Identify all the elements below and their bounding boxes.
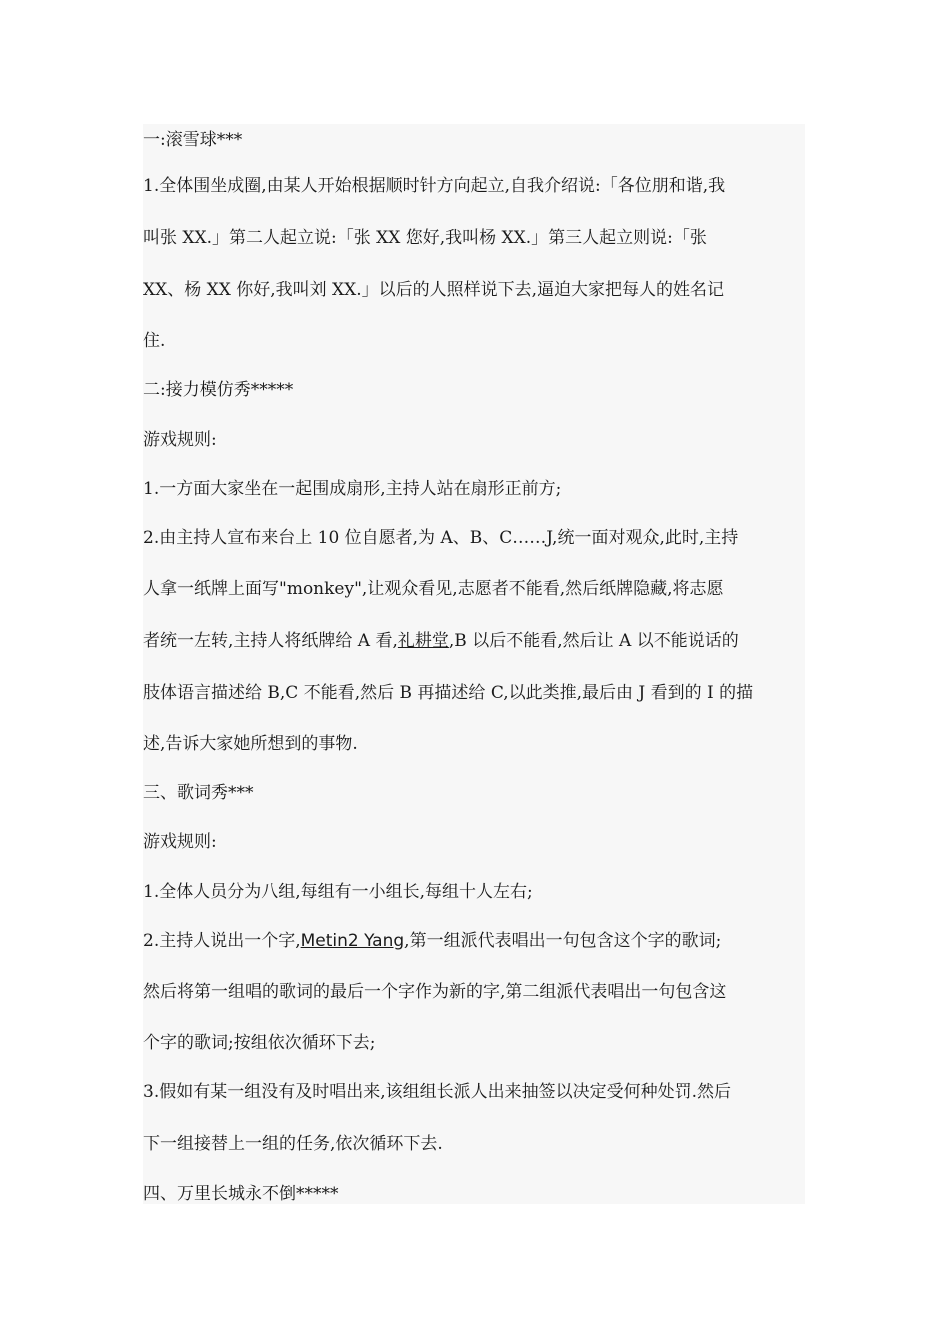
document-page <box>143 124 805 1204</box>
paragraph-line: 然后将第一组唱的歌词的最后一个字作为新的字,第二组派代表唱出一句包含这 <box>143 982 727 1002</box>
paragraph-line: XX、杨 XX 你好,我叫刘 XX.」以后的人照样说下去,逼迫大家把每人的姓名记 <box>143 280 725 300</box>
paragraph-line: 个字的歌词;按组依次循环下去; <box>143 1033 376 1053</box>
paragraph-line: 1.一方面大家坐在一起围成扇形,主持人站在扇形正前方; <box>143 479 562 499</box>
heading-lyrics-show: 三、歌词秀*** <box>143 783 254 803</box>
heading-great-wall: 四、万里长城永不倒***** <box>143 1184 339 1204</box>
inline-link-ligengtang[interactable]: 礼耕堂 <box>397 631 449 651</box>
inline-link-metin2-yang[interactable]: Metin2 Yang <box>300 931 405 951</box>
paragraph-line: 3.假如有某一组没有及时唱出来,该组组长派人出来抽签以决定受何种处罚.然后 <box>143 1082 732 1102</box>
line-text-after-link: ,第一组派代表唱出一句包含这个字的歌词; <box>404 931 722 951</box>
line-text-before-link: 2.主持人说出一个字, <box>143 931 301 951</box>
paragraph-line: 住. <box>143 331 166 351</box>
paragraph-line: 1.全体人员分为八组,每组有一小组长,每组十人左右; <box>143 882 533 902</box>
paragraph-line: 1.全体围坐成圈,由某人开始根据顺时针方向起立,自我介绍说:「各位朋和谐,我 <box>143 176 726 196</box>
rules-label: 游戏规则: <box>143 832 217 852</box>
paragraph-line: 述,告诉大家她所想到的事物. <box>143 734 358 754</box>
paragraph-line <box>143 928 805 954</box>
paragraph-line: 肢体语言描述给 B,C 不能看,然后 B 再描述给 C,以此类推,最后由 J 看到的 I 的描 <box>143 683 754 703</box>
paragraph-line: 叫张 XX.」第二人起立说:「张 XX 您好,我叫杨 XX.」第三人起立则说:「张 <box>143 228 707 248</box>
heading-relay-imitation: 二:接力模仿秀***** <box>143 380 294 400</box>
rules-label: 游戏规则: <box>143 430 217 450</box>
paragraph-line: 人拿一纸牌上面写"monkey",让观众看见,志愿者不能看,然后纸牌隐藏,将志愿 <box>143 579 724 599</box>
paragraph-line <box>143 628 805 654</box>
paragraph-line: 下一组接替上一组的任务,依次循环下去. <box>143 1134 443 1154</box>
line-text-before-link: 者统一左转,主持人将纸牌给 A 看, <box>143 631 398 651</box>
paragraph-line: 2.由主持人宣布来台上 10 位自愿者,为 A、B、C……J,统一面对观众,此时,主持 <box>143 528 739 548</box>
heading-snowball: 一:滚雪球*** <box>143 130 243 150</box>
line-text-after-link: ,B 以后不能看,然后让 A 以不能说话的 <box>448 631 739 651</box>
